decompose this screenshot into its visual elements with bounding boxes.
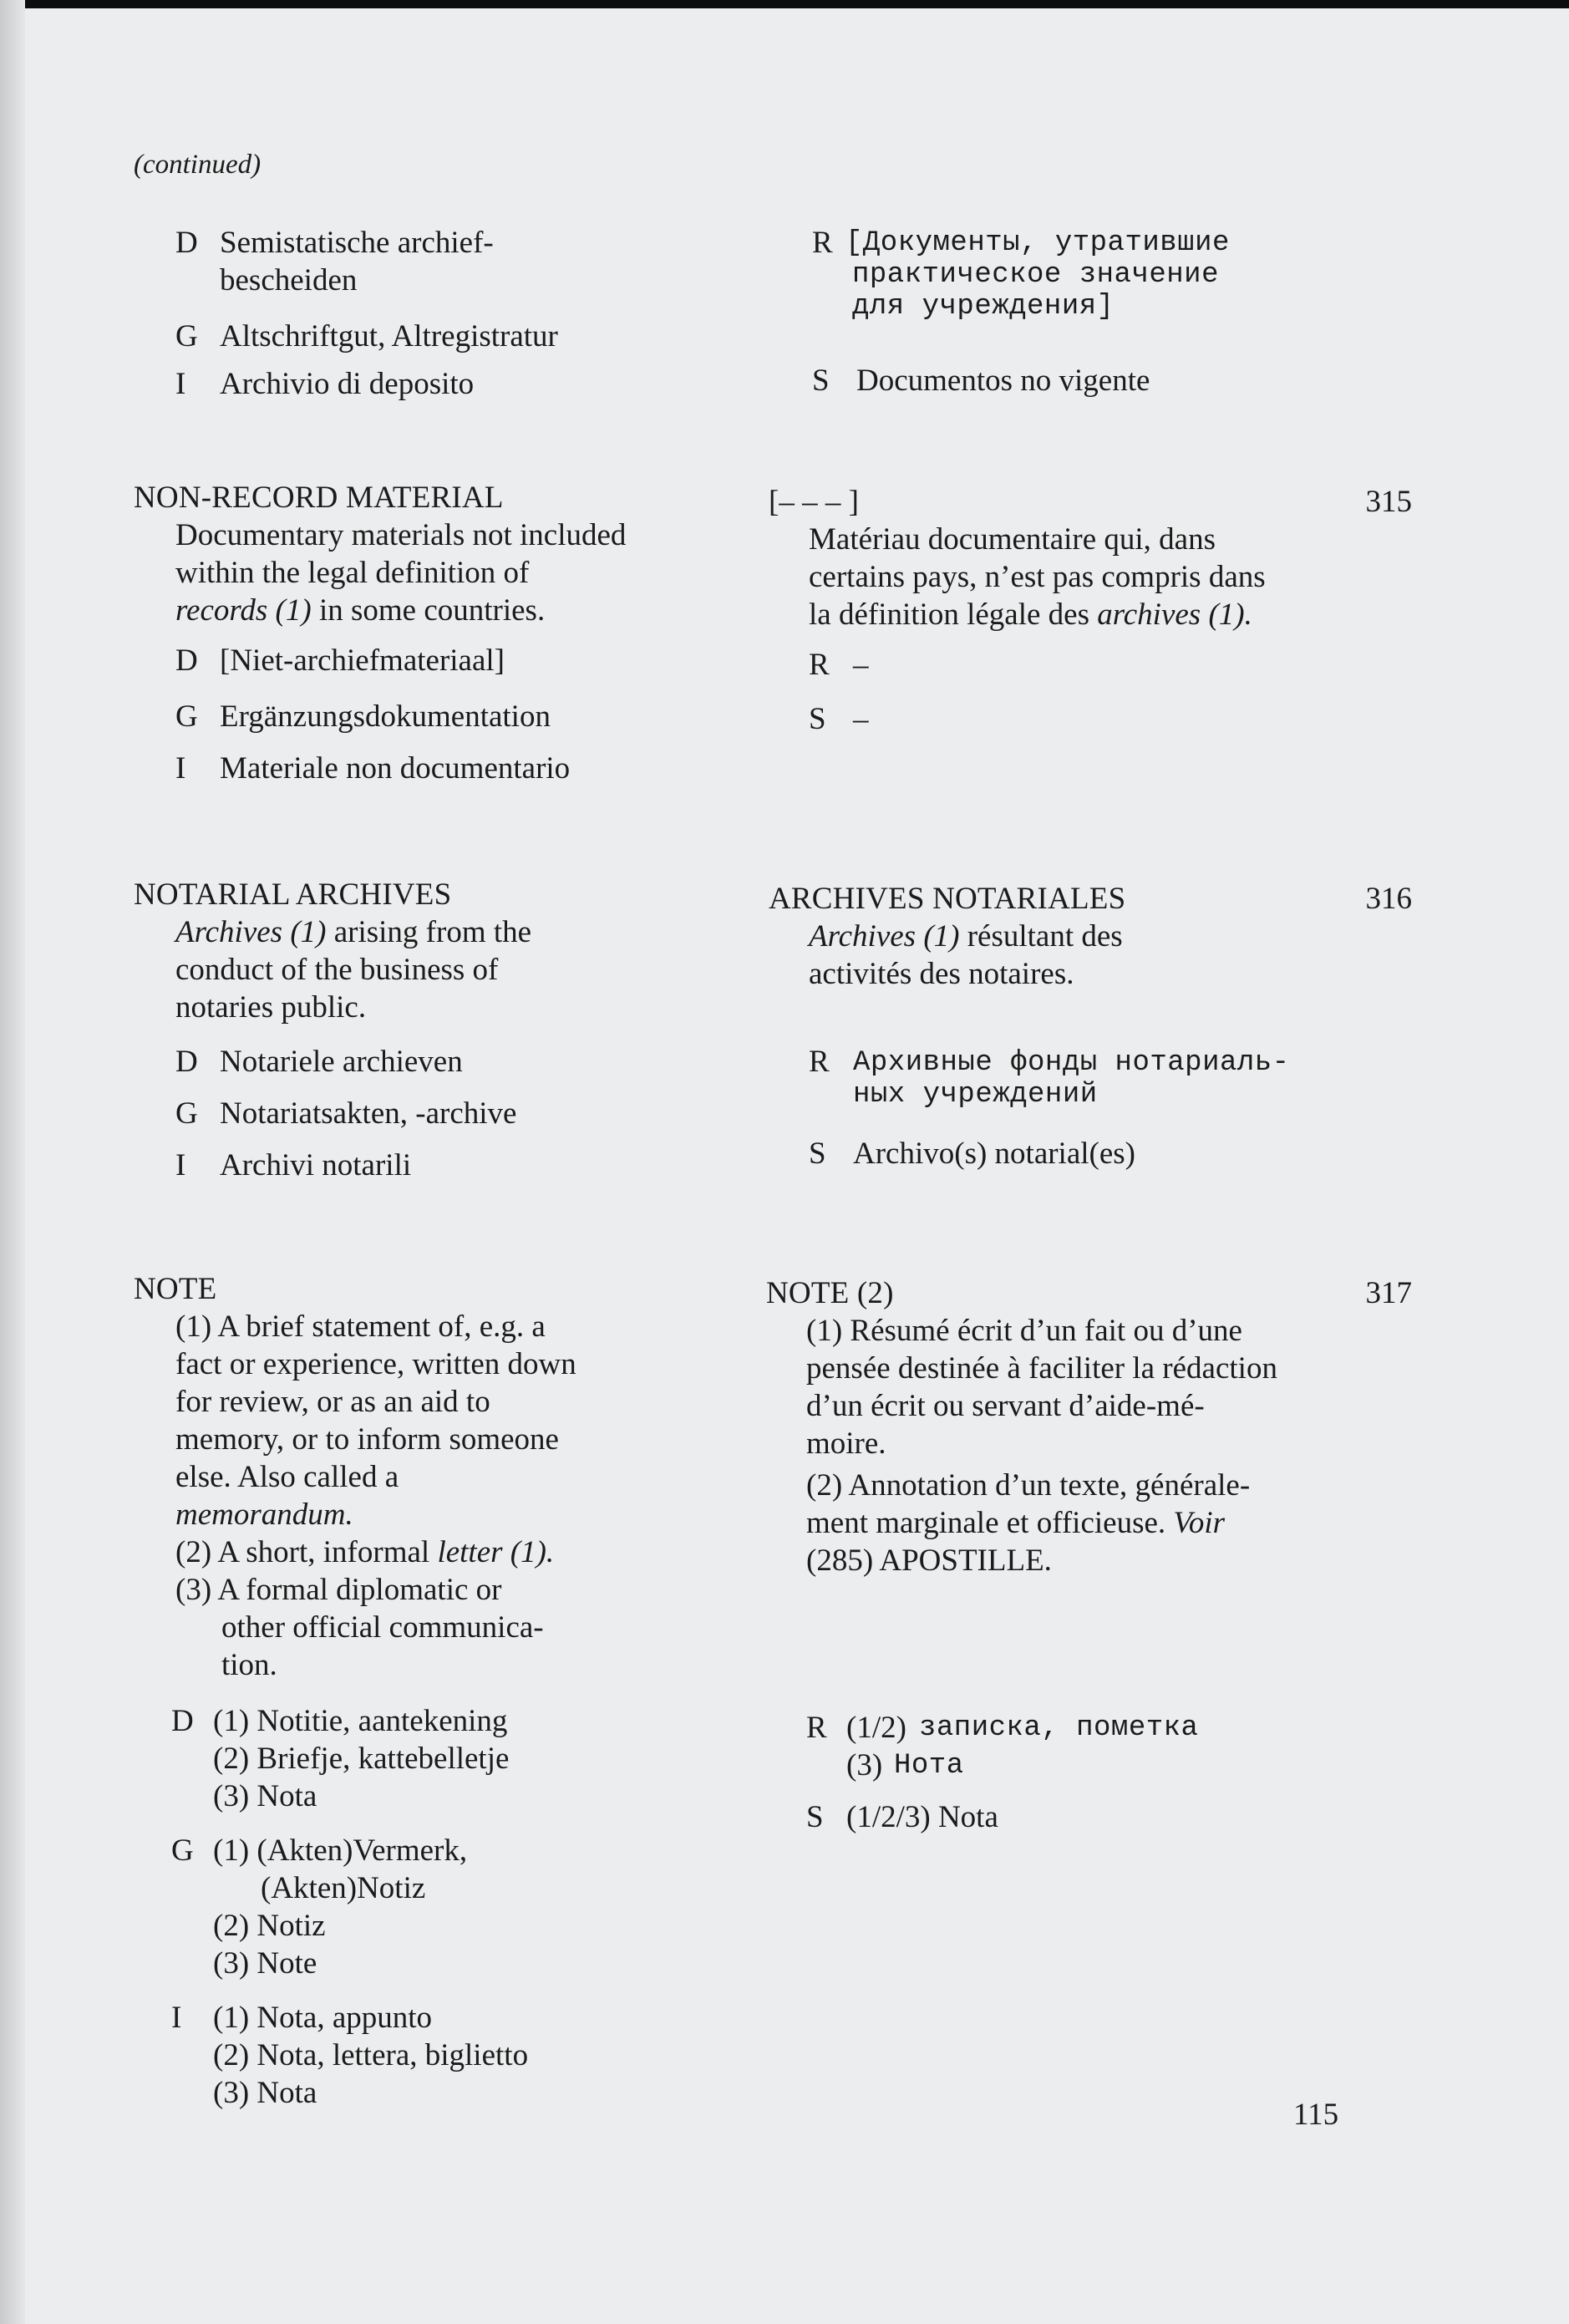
entry315-g: G Ergänzungsdokumentation <box>175 699 551 734</box>
entry314-g: G Altschriftgut, Altregistratur <box>175 319 558 353</box>
entry317-d-1: (1) Notitie, aantekening <box>213 1704 508 1738</box>
entry315-def-en-3: records (1) in some countries. <box>175 593 546 628</box>
entry316-term-en: NOTARIAL ARCHIVES <box>134 877 452 912</box>
entry317-def-en-1d: memory, or to inform someone <box>175 1422 559 1457</box>
entry315-term-en: NON-RECORD MATERIAL <box>134 481 504 515</box>
entry317-def-en-1b: fact or experience, written down <box>175 1347 576 1381</box>
entry316-r-line1: Архивные фонды нотариаль- <box>853 1047 1290 1079</box>
entry315-def-en-1: Documentary materials not included <box>175 518 627 552</box>
entry316-term-fr: ARCHIVES NOTARIALES <box>769 882 1126 916</box>
entry314-d: D Semistatische archief- <box>175 226 494 260</box>
entry317-def-en-1c: for review, or as an aid to <box>175 1385 490 1419</box>
page-number: 115 <box>1293 2098 1339 2132</box>
entry315-def-fr-3: la définition légale des archives (1). <box>809 598 1252 632</box>
entry317-s: S (1/2/3) Nota <box>806 1800 998 1834</box>
entry317-g-1b: (Akten)Notiz <box>261 1871 426 1905</box>
entry315-def-fr-2: certains pays, n’est pas compris dans <box>809 560 1266 594</box>
entry317-def-en-3b: other official communica- <box>221 1610 544 1645</box>
entry317-def-en-1e: else. Also called a <box>175 1460 399 1494</box>
entry317-def-en-3a: (3) A formal diplomatic or <box>175 1573 502 1607</box>
entry317-g-2: (2) Notiz <box>213 1909 326 1943</box>
entry316-i: I Archivi notarili <box>175 1148 412 1182</box>
entry316-r-label: R <box>809 1045 830 1079</box>
entry317-i-3: (3) Nota <box>213 2076 317 2110</box>
entry316-def-en-2: conduct of the business of <box>175 953 499 987</box>
entry314-s: S Documentos no vigente <box>812 364 1150 398</box>
entry317-def-en-1a: (1) A brief statement of, e.g. a <box>175 1309 546 1344</box>
entry317-def-fr-2c: (285) APOSTILLE. <box>806 1543 1052 1578</box>
entry317-g-1: (1) (Akten)Vermerk, <box>213 1833 468 1868</box>
entry314-r-line2: практическое значение <box>852 259 1219 291</box>
entry317-g-label: G <box>171 1833 194 1868</box>
entry317-def-fr-2b: ment marginale et officieuse. Voir <box>806 1506 1226 1540</box>
entry317-d-3: (3) Nota <box>213 1779 317 1813</box>
entry314-r-line3: для учреждения] <box>852 291 1115 323</box>
entry315-s: S – <box>809 702 869 736</box>
entry317-number: 317 <box>1365 1276 1412 1310</box>
entry315-def-fr-1: Matériau documentaire qui, dans <box>809 522 1216 557</box>
entry316-g: G Notariatsakten, -archive <box>175 1096 517 1131</box>
entry317-term-fr: NOTE (2) <box>766 1276 894 1310</box>
entry317-d-2: (2) Briefje, kattebelletje <box>213 1742 510 1776</box>
entry316-number: 316 <box>1365 882 1412 916</box>
entry317-r-2: Нота <box>894 1750 964 1782</box>
entry316-def-fr-2: activités des notaires. <box>809 957 1074 991</box>
entry315-def-en-2: within the legal definition of <box>175 556 530 590</box>
entry317-r-label: R <box>806 1711 827 1745</box>
entry317-def-fr-1d: moire. <box>806 1426 886 1461</box>
entry317-def-fr-2a: (2) Annotation d’un texte, générale- <box>806 1468 1251 1503</box>
entry316-def-en-3: notaries public. <box>175 990 367 1025</box>
entry315-i: I Materiale non documentario <box>175 751 571 786</box>
entry317-def-en-1f: memorandum. <box>175 1498 353 1532</box>
entry317-r-2-prefix: (3) <box>846 1748 883 1782</box>
entry317-i-2: (2) Nota, lettera, biglietto <box>213 2038 529 2072</box>
entry314-i: I Archivio di deposito <box>175 367 475 401</box>
continued-label: (continued) <box>134 150 262 180</box>
entry317-term-en: NOTE <box>134 1272 217 1306</box>
entry317-def-en-3c: tion. <box>221 1648 277 1682</box>
entry316-r-line2: ных учреждений <box>853 1079 1098 1111</box>
entry317-def-fr-1b: pensée destinée à faciliter la rédaction <box>806 1351 1277 1386</box>
entry315-number: 315 <box>1365 485 1412 519</box>
entry316-d: D Notariele archieven <box>175 1045 463 1079</box>
entry317-i-label: I <box>171 2001 182 2035</box>
entry317-g-3: (3) Note <box>213 1946 317 1981</box>
entry314-r-label: R <box>812 226 833 260</box>
entry317-d-label: D <box>171 1704 194 1738</box>
entry317-r-1: записка, пометка <box>919 1712 1199 1744</box>
entry314-d-cont: bescheiden <box>220 263 358 297</box>
entry315-term-fr: [– – – ] <box>769 485 859 519</box>
entry315-r: R – <box>809 648 869 682</box>
entry317-def-fr-1a: (1) Résumé écrit d’un fait ou d’une <box>806 1314 1242 1348</box>
entry314-r-line1: [Документы, утратившие <box>845 227 1230 259</box>
entry317-r-1-prefix: (1/2) <box>846 1711 906 1745</box>
entry317-def-en-2: (2) A short, informal letter (1). <box>175 1535 555 1569</box>
entry316-def-fr-1: Archives (1) résultant des <box>809 919 1123 954</box>
entry317-def-fr-1c: d’un écrit ou servant d’aide-mé- <box>806 1389 1205 1423</box>
entry316-s: S Archivo(s) notarial(es) <box>809 1137 1136 1171</box>
entry316-def-en-1: Archives (1) arising from the <box>175 915 532 949</box>
entry317-i-1: (1) Nota, appunto <box>213 2001 433 2035</box>
entry315-d: D [Niet-archiefmateriaal] <box>175 643 505 678</box>
